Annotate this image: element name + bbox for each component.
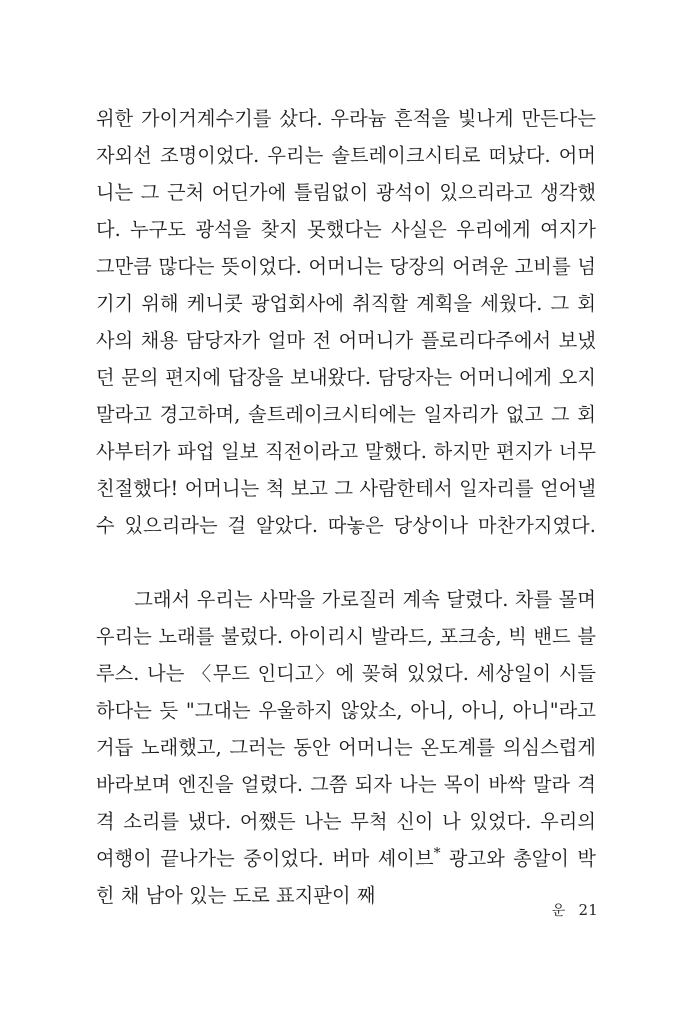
- body-paragraph-2: [96, 581, 596, 914]
- footer-mark: 운: [551, 903, 566, 919]
- paragraph-2-text-after-footnote: 광고와 총알이 박힌 채 남아 있는 도로 표지판이 째: [96, 847, 596, 907]
- footnote-marker-asterisk: *: [433, 845, 441, 862]
- body-paragraph-1: 위한 가이거계수기를 샀다. 우라늄 흔적을 빛나게 만든다는 자외선 조명이었다. 우리는 솔트레이크시티로 떠났다. 어머니는 그 근처 어딘가에 틀림없이 광석이 있으리라고 생각했다. 누구도 광석을 찾지 못했다는 사실은 우리에게 여지가 그만큼 많다는 뜻이었다. 어머니는 당장의 어려운 고비를 넘기기 위해 케니콧 광업회사에 취직할 계획을 세웠다. 그 회사의 채용 담당자가 얼마 전 어머니가 플로리다주에서 보냈던 문의 편지에 답장을 보내왔다. 담당자는 어머니에게 오지 말라고 경고하며, 솔트레이크시티에는 일자리가 없고 그 회사부터가 파업 일보 직전이라고 말했다. 하지만 편지가 너무 친절했다! 어머니는 척 보고 그 사람한테서 일자리를 얻어낼 수 있으리라는 걸 알았다. 따놓은 당상이나 마찬가지였다.: [96, 107, 596, 537]
- paragraph-2-text-before-footnote: 그래서 우리는 사막을 가로질러 계속 달렸다. 차를 몰며 우리는 노래를 불렀다. 아이리시 발라드, 포크송, 빅 밴드 블루스. 나는 〈무드 인디고〉에 꽂혀 있었다. 세상일이 시들하다는 듯 "그대는 우울하지 않았소, 아니, 아니, 아니"라고 거듭 노래했고, 그러는 동안 어머니는 온도계를 의심스럽게 바라보며 엔진을 얼렸다. 그쯤 되자 나는 목이 바싹 말라 격격 소리를 냈다. 어쨌든 나는 무척 신이 나 있었다. 우리의 여행이 끝나가는 중이었다. 버마 셰이브: [96, 588, 596, 870]
- page-text-column: [96, 100, 596, 914]
- page-number: 21: [578, 901, 598, 919]
- page-footer: [552, 900, 598, 920]
